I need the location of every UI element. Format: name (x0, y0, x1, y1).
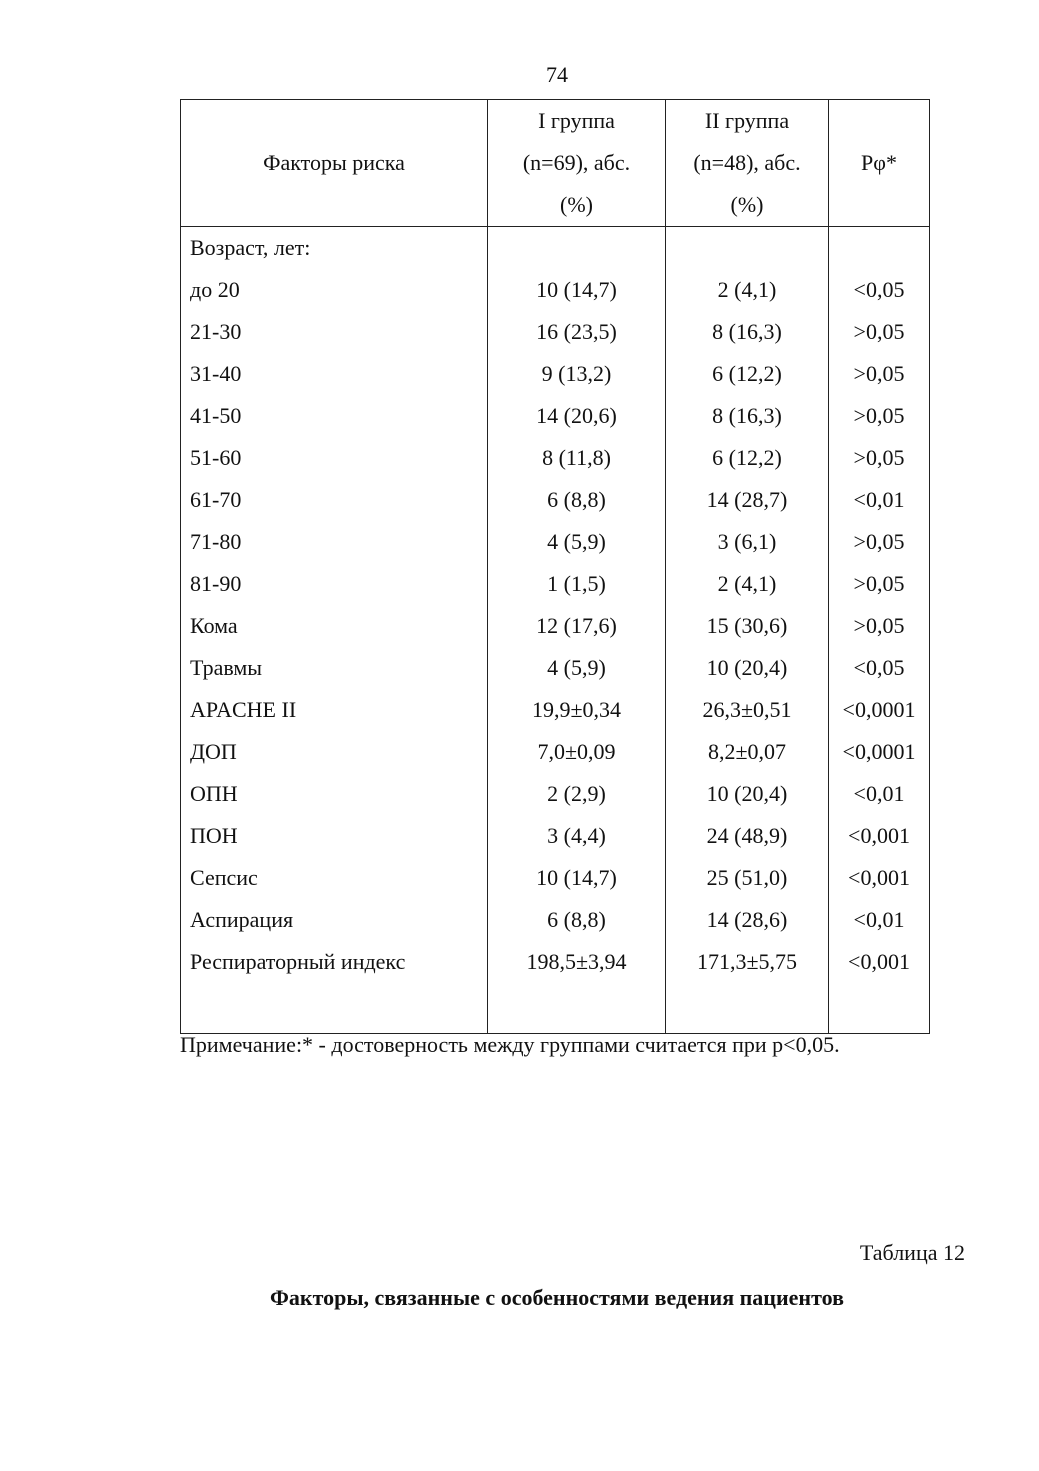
table-row (181, 815, 930, 857)
group2-cell: 171,3±5,75 (666, 941, 829, 983)
group2-cell: 8 (16,3) (666, 395, 829, 437)
factor-cell: ПОН (181, 815, 488, 857)
table-cell (829, 227, 930, 270)
table-cell (666, 227, 829, 270)
factor-cell: Травмы (181, 647, 488, 689)
factor-cell: Аспирация (181, 899, 488, 941)
group2-cell: 8,2±0,07 (666, 731, 829, 773)
p-value-cell: >0,05 (829, 395, 930, 437)
group1-cell: 6 (8,8) (488, 899, 666, 941)
p-value-cell: <0,05 (829, 269, 930, 311)
group1-cell: 7,0±0,09 (488, 731, 666, 773)
header-group1-line2: (n=69), абс. (522, 150, 631, 175)
group2-cell: 14 (28,6) (666, 899, 829, 941)
table-cell (488, 983, 666, 1034)
group1-cell: 198,5±3,94 (488, 941, 666, 983)
group2-cell: 26,3±0,51 (666, 689, 829, 731)
factor-cell: до 20 (181, 269, 488, 311)
p-value-cell: >0,05 (829, 311, 930, 353)
header-group2-line2: (n=48), абс. (693, 150, 801, 175)
group2-cell: 2 (4,1) (666, 563, 829, 605)
group2-cell: 6 (12,2) (666, 437, 829, 479)
group2-cell: 3 (6,1) (666, 521, 829, 563)
p-value-cell: <0,001 (829, 941, 930, 983)
header-group2-line1: II группа (704, 108, 790, 133)
group2-cell: 10 (20,4) (666, 647, 829, 689)
table-row (181, 479, 930, 521)
next-table-caption: Таблица 12 (859, 1240, 965, 1265)
factor-cell: ОПН (181, 773, 488, 815)
table-row (181, 563, 930, 605)
table-row (181, 521, 930, 563)
table-row (181, 899, 930, 941)
table-cell (666, 983, 829, 1034)
table-row (181, 311, 930, 353)
p-value-cell: >0,05 (829, 605, 930, 647)
table-row (181, 395, 930, 437)
group1-cell: 3 (4,4) (488, 815, 666, 857)
p-value-cell: <0,01 (829, 773, 930, 815)
group2-cell: 6 (12,2) (666, 353, 829, 395)
factor-cell: 61-70 (181, 479, 488, 521)
table-cell (181, 983, 488, 1034)
factor-cell: 71-80 (181, 521, 488, 563)
header-group1-line1: I группа (538, 108, 615, 133)
header-group1 (488, 100, 666, 227)
p-value-cell: >0,05 (829, 353, 930, 395)
risk-factors-table (180, 99, 930, 1034)
p-value-cell: <0,001 (829, 857, 930, 899)
section-label-age: Возраст, лет: (181, 227, 488, 270)
factor-cell: 21-30 (181, 311, 488, 353)
header-p-value: Рφ* (829, 100, 930, 227)
group2-cell: 15 (30,6) (666, 605, 829, 647)
factor-cell: 41-50 (181, 395, 488, 437)
group2-cell: 2 (4,1) (666, 269, 829, 311)
group2-cell: 25 (51,0) (666, 857, 829, 899)
factor-cell: 51-60 (181, 437, 488, 479)
group1-cell: 16 (23,5) (488, 311, 666, 353)
group1-cell: 6 (8,8) (488, 479, 666, 521)
table-row (181, 605, 930, 647)
group1-cell: 12 (17,6) (488, 605, 666, 647)
header-group2-line3: (%) (730, 192, 764, 217)
group1-cell: 10 (14,7) (488, 857, 666, 899)
group1-cell: 14 (20,6) (488, 395, 666, 437)
factor-cell: 31-40 (181, 353, 488, 395)
group2-cell: 10 (20,4) (666, 773, 829, 815)
p-value-cell: <0,01 (829, 899, 930, 941)
group1-cell: 4 (5,9) (488, 521, 666, 563)
factor-cell: ДОП (181, 731, 488, 773)
table-row (181, 353, 930, 395)
group2-cell: 14 (28,7) (666, 479, 829, 521)
factor-cell: 81-90 (181, 563, 488, 605)
table-row (181, 437, 930, 479)
table-row (181, 941, 930, 983)
factor-cell: Сепсис (181, 857, 488, 899)
table-row (181, 731, 930, 773)
p-value-cell: >0,05 (829, 563, 930, 605)
header-group1-line3: (%) (560, 192, 593, 217)
header-factor: Факторы риска (181, 100, 488, 227)
group1-cell: 1 (1,5) (488, 563, 666, 605)
next-table-title: Факторы, связанные с особенностями ведения пациентов (270, 1285, 844, 1310)
group1-cell: 19,9±0,34 (488, 689, 666, 731)
group1-cell: 8 (11,8) (488, 437, 666, 479)
p-value-cell: >0,05 (829, 437, 930, 479)
table-row (181, 773, 930, 815)
group1-cell: 10 (14,7) (488, 269, 666, 311)
table-cell (488, 227, 666, 270)
table-row (181, 857, 930, 899)
group2-cell: 8 (16,3) (666, 311, 829, 353)
p-value-cell: <0,01 (829, 479, 930, 521)
factor-cell: Кома (181, 605, 488, 647)
group1-cell: 9 (13,2) (488, 353, 666, 395)
group1-cell: 4 (5,9) (488, 647, 666, 689)
p-value-cell: <0,001 (829, 815, 930, 857)
table-footnote: Примечание:* - достоверность между группами считается при р<0,05. (180, 1032, 840, 1057)
section-row-age (181, 227, 930, 270)
table-row (181, 647, 930, 689)
p-value-cell: >0,05 (829, 521, 930, 563)
p-value-cell: <0,0001 (829, 689, 930, 731)
factor-cell: APACHE II (181, 689, 488, 731)
table-header-row (181, 100, 930, 227)
header-group2 (666, 100, 829, 227)
p-value-cell: <0,05 (829, 647, 930, 689)
table-row (181, 689, 930, 731)
table-body (181, 227, 930, 1034)
table-spacer-row (181, 983, 930, 1034)
page-number: 74 (546, 62, 568, 87)
p-value-cell: <0,0001 (829, 731, 930, 773)
group1-cell: 2 (2,9) (488, 773, 666, 815)
factor-cell: Респираторный индекс (181, 941, 488, 983)
table-cell (829, 983, 930, 1034)
group2-cell: 24 (48,9) (666, 815, 829, 857)
table-row (181, 269, 930, 311)
